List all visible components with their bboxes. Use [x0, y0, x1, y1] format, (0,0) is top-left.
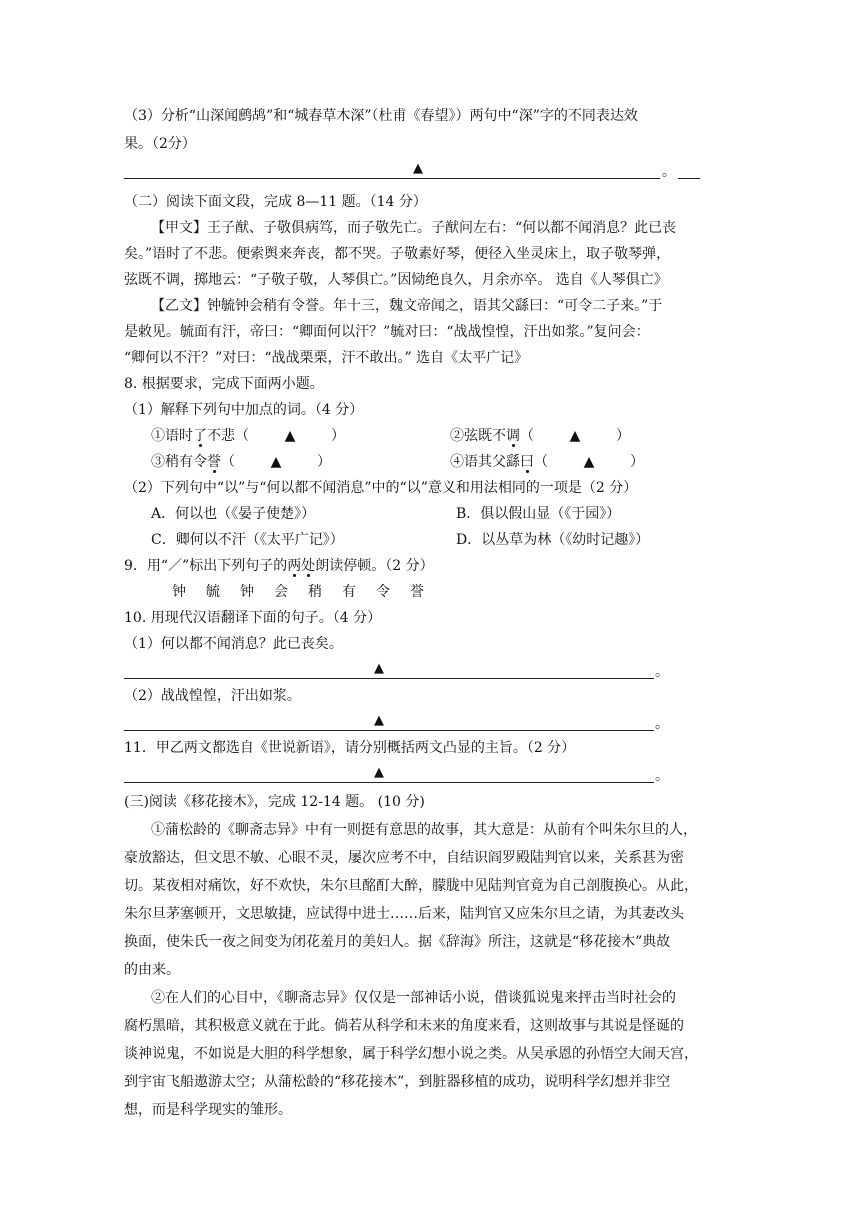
section2-heading: （二）阅读下面文段，完成 8—11 题。（14 分） [124, 194, 427, 210]
p1-line-4: 朱尔旦茅塞顿开，文思敏捷，应试得中进士……后来，陆判官又应朱尔旦之请，为其妻改头 [124, 906, 684, 922]
q10-period-1: 。 [655, 664, 669, 680]
q8-item-1: ①语时了不悲（ ▲ ） [151, 428, 345, 444]
p1-line-6: 的由来。 [124, 962, 180, 978]
q8-stem: 8. 根据要求，完成下面两小题。 [124, 376, 324, 392]
p2-line-1: ②在人们的心目中，《聊斋志异》仅仅是一部神话小说，借谈狐说鬼来抨击当时社会的 [151, 990, 676, 1006]
q10-period-2: 。 [655, 716, 669, 732]
q3-line-1: （3）分析“山深闻鹧鸪”和“城春草木深”（杜甫《春望》）两句中“深”字的不同表达效 [124, 108, 638, 124]
p2-line-2: 腐朽黑暗，其积极意义就在于此。倘若从科学和未来的角度来看，这则故事与其说是怪诞的 [124, 1018, 684, 1034]
p2-line-3: 谈神说鬼，不如说是大胆的科学想象，属于科学幻想小说之类。从吴承恩的孙悟空大闹天宫， [124, 1046, 698, 1062]
q8-item-3: ③稍有令誉（ ▲ ） [151, 454, 331, 470]
yi-line-3: “卿何以不汗？”对曰：“战战栗栗，汗不敢出。” 选自《太平广记》 [124, 350, 529, 366]
q3-answer-line-tail [678, 158, 700, 179]
q8-sub2: （2）下列句中“以”与“何以都不闻消息”中的“以”意义和用法相同的一项是（2 分） [124, 480, 638, 496]
q3-answer-line[interactable] [124, 158, 660, 179]
q3-line-2: 果。（2分） [124, 136, 196, 152]
p2-line-5: 想，而是科学现实的雏形。 [124, 1102, 292, 1118]
option-d[interactable]: D．以丛草为林（《幼时记趣》） [456, 532, 650, 548]
answer-triangle-icon: ▲ [374, 661, 384, 676]
q10-stem: 10. 用现代汉语翻译下面的句子。（4 分） [124, 610, 382, 626]
q8-item-2: ②弦既不调（ ▲ ） [450, 428, 630, 444]
section3-heading: (三)阅读《移花接木》，完成 12-14 题。 (10 分) [124, 794, 425, 810]
yi-line-1: 【乙文】钟毓钟会稍有令誉。年十三，魏文帝闻之，语其父繇曰：“可令二子来。”于 [151, 298, 663, 314]
q8-sub1: （1）解释下列句中加点的词。（4 分） [124, 402, 364, 418]
q8-item-4: ④语其父繇曰（ ▲ ） [450, 454, 644, 470]
p1-line-1: ①蒲松龄的《聊斋志异》中有一则挺有意思的故事，其大意是：从前有个叫朱尔旦的人， [151, 822, 697, 838]
p1-line-3: 切。某夜相对痛饮，好不欢快，朱尔旦酩酊大醉，朦胧中见陆判官竟为自己剖腹换心。从此， [124, 878, 698, 894]
q9-sentence[interactable]: 钟毓钟会稍有令誉 [172, 584, 444, 600]
answer-triangle-icon: ▲ [374, 765, 384, 780]
q10-sentence-1: （1）何以都不闻消息？此已丧矣。 [124, 636, 343, 652]
answer-triangle-icon: ▲ [413, 161, 423, 176]
q9-stem: 9．用“／”标出下列句子的两处朗读停顿。（2 分） [124, 558, 434, 574]
answer-triangle-icon[interactable]: ▲ [569, 428, 581, 444]
q11-stem: 11．甲乙两文都选自《世说新语》，请分别概括两文凸显的主旨。（2 分） [124, 740, 576, 756]
answer-triangle-icon[interactable]: ▲ [284, 428, 296, 444]
answer-triangle-icon[interactable]: ▲ [583, 454, 595, 470]
p2-line-4: 到宇宙飞船遨游太空；从蒲松龄的“移花接木”，到脏器移植的成功，说明科学幻想并非空 [124, 1074, 671, 1090]
q10-sentence-2: （2）战战惶惶，汗出如浆。 [124, 688, 301, 704]
q10-answer-line-2[interactable] [124, 710, 654, 731]
q11-answer-line[interactable] [124, 762, 654, 783]
jia-line-2: 矣。”语时了不悲。便索舆来奔丧，都不哭。子敬素好琴，便径入坐灵床上，取子敬琴弹， [124, 246, 671, 262]
jia-line-3: 弦既不调，掷地云：“子敬子敬，人琴俱亡。”因恸绝良久，月余亦卒。 选自《人琴俱亡》 [124, 272, 668, 288]
jia-line-1: 【甲文】王子猷、子敬俱病笃，而子敬先亡。子猷问左右：“何以都不闻消息？此已丧 [151, 220, 677, 236]
q3-period: 。 [662, 164, 676, 180]
p1-line-2: 豪放豁达，但文思不敏、心眼不灵，屡次应考不中，自结识阎罗殿陆判官以来，关系甚为密 [124, 850, 684, 866]
answer-triangle-icon: ▲ [374, 713, 384, 728]
option-b[interactable]: B．俱以假山显（《于园》） [456, 506, 621, 522]
option-a[interactable]: A．何以也（《晏子使楚》） [151, 506, 316, 522]
option-c[interactable]: C．卿何以不汗（《太平广记》） [151, 532, 344, 548]
q11-period: 。 [655, 768, 669, 784]
p1-line-5: 换面，使朱氏一夜之间变为闭花羞月的美妇人。据《辞海》所注，这就是“移花接木”典故 [124, 934, 671, 950]
answer-triangle-icon[interactable]: ▲ [270, 454, 282, 470]
yi-line-2: 是敕见。毓面有汗，帝曰：“卿面何以汗？”毓对曰：“战战惶惶，汗出如浆。”复问会： [124, 324, 650, 340]
q10-answer-line-1[interactable] [124, 658, 654, 679]
